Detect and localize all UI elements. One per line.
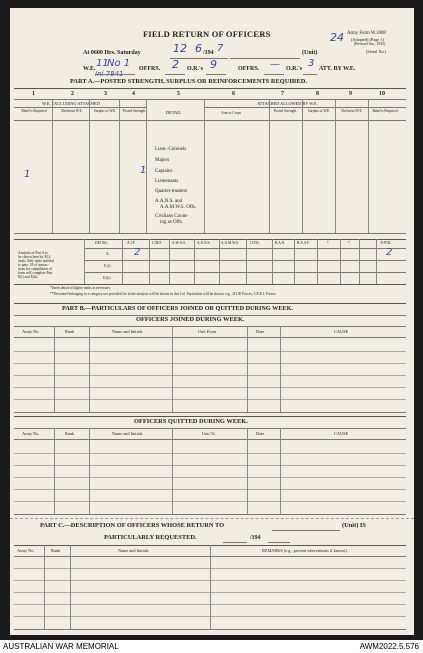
quitted-title: OFFICERS QUITTED DURING WEEK. bbox=[134, 418, 248, 425]
form-page bbox=[10, 8, 414, 635]
quitted-head-name: Name and Initials bbox=[112, 431, 143, 436]
ors2-value: 3 bbox=[308, 58, 315, 69]
ors2-label: O.R.'s bbox=[286, 66, 303, 72]
sub-head-posted: Posted Strength bbox=[122, 109, 146, 113]
ors-value: 9 bbox=[210, 58, 217, 71]
analysis-head-aamws: A.A.M.W.S. bbox=[221, 241, 239, 245]
rank-aamws: A.A.M.W.S. Offs. bbox=[160, 205, 197, 210]
att-head-surplus: Surplus to W.E. bbox=[307, 109, 331, 113]
col-num-10: 10 bbox=[379, 91, 385, 97]
joined-table bbox=[14, 326, 406, 414]
col-num-7: 7 bbox=[281, 91, 284, 97]
analysis-head-civil: CIVIL bbox=[250, 241, 260, 245]
analysis-head-total: TOTAL bbox=[380, 241, 392, 245]
col-num-5: 5 bbox=[177, 91, 180, 97]
quitted-head-army-no: Army No. bbox=[22, 431, 40, 436]
analysis-row-ei: E.(i) bbox=[104, 264, 111, 268]
date-day: 12 bbox=[173, 42, 187, 55]
quitted-head-rank: Rank bbox=[65, 431, 75, 436]
analysis-line-5: tions for compilation of bbox=[18, 267, 53, 271]
part-b-heading: PART B.—PARTICULARS OF OFFICERS JOINED OR QUITTED DURING WEEK. bbox=[62, 305, 293, 312]
col-num-6: 6 bbox=[232, 91, 235, 97]
ors-label: O.R.'s bbox=[187, 66, 204, 72]
archive-footer bbox=[0, 640, 423, 653]
analysis-row-eii: E.(ii) bbox=[103, 276, 111, 280]
joined-head-cause: CAUSE bbox=[334, 329, 349, 334]
col-num-9: 9 bbox=[349, 91, 352, 97]
analysis-line-7: E(i) and E(ii). bbox=[18, 275, 39, 279]
detail-header: DETAIL bbox=[166, 110, 182, 115]
joined-head-army-no: Army No. bbox=[22, 329, 40, 334]
rank-qm: Quarter-masters bbox=[155, 189, 188, 194]
form-ref-line3: (Revised Jan., 1945) bbox=[354, 42, 386, 46]
analysis-head-star1: * bbox=[327, 241, 329, 245]
joined-head-date: Date bbox=[256, 329, 265, 334]
joined-head-rank: Rank bbox=[65, 329, 75, 334]
form-ref-line2: (Adapted) (Page 1) bbox=[351, 37, 384, 42]
quitted-table bbox=[14, 428, 406, 516]
sub-head-reinf: Reinf'ts Required bbox=[21, 109, 47, 113]
analysis-line-1: Analysis of Part A to bbox=[18, 251, 48, 255]
hand-aif-a: 2 bbox=[134, 247, 141, 258]
analysis-head-ran: R.A.N. bbox=[275, 241, 286, 245]
col-num-3: 3 bbox=[104, 91, 107, 97]
rank-captains: Captains bbox=[155, 169, 173, 174]
part-c-head-name: Name and Initials bbox=[118, 548, 149, 553]
offrs-value: 2 bbox=[172, 58, 179, 71]
rank-majors: Majors bbox=[155, 158, 170, 163]
analysis-line-6: form will complete Part bbox=[18, 271, 53, 275]
footer-left: AUSTRALIAN WAR MEMORIAL bbox=[3, 642, 119, 651]
analysis-head-cmf: C.M.F. bbox=[152, 241, 162, 245]
offrs2-value: — bbox=[270, 59, 280, 70]
part-a-heading: PART A.—POSTED STRENGTH, SURPLUS OR REINFORCEMENTS REQUIRED. bbox=[70, 78, 307, 85]
part-c-head-rank: Rank bbox=[51, 548, 61, 553]
form-ref-line1: Army Form W.3008 bbox=[347, 31, 386, 36]
hand-col4-mark: 1 bbox=[140, 165, 147, 176]
att-head-posted: Posted Strength bbox=[273, 109, 297, 113]
rank-civilians: Civilians Count- bbox=[155, 214, 189, 219]
joined-head-name: Name and Initials bbox=[112, 329, 143, 334]
date-month: 6 bbox=[195, 42, 202, 55]
note-1: *Insert detail of higher ranks as necessary. bbox=[50, 286, 111, 290]
footer-right: AWM2022.5.576 bbox=[359, 642, 419, 651]
serial-handwritten: 24 bbox=[330, 31, 344, 44]
sub-head-surplus: Surplus to W.E. bbox=[93, 109, 117, 113]
form-title: FIELD RETURN OF OFFICERS bbox=[143, 29, 271, 39]
part-c-head-remarks: REMARKS (e.g., present whereabouts if known). bbox=[262, 548, 348, 553]
part-a-table bbox=[14, 88, 406, 293]
col-num-8: 8 bbox=[316, 91, 319, 97]
rank-aans: A.A.N.S. and bbox=[155, 199, 183, 204]
att-head-reinf: Reinf'ts Required bbox=[372, 109, 398, 113]
note-2: **Personnel belonging to a category not provided for in the analysis will be shown in this Col. Particulars will be shown, e.g., 2I UK Forces; 3 N.E.I. Forces. bbox=[50, 292, 277, 296]
quitted-head-unit-to: Unit To bbox=[202, 431, 216, 436]
year-digit: 7 bbox=[217, 43, 224, 54]
analysis-head-aif: A.I.F. bbox=[127, 241, 136, 245]
rank-civilians-2: ing as Offs. bbox=[160, 220, 184, 225]
we-number: 11 bbox=[96, 58, 109, 69]
year-label: /194 bbox=[203, 50, 214, 56]
analysis-head-awas: A.W.A.S. bbox=[172, 241, 186, 245]
col-num-4: 4 bbox=[132, 91, 135, 97]
rank-lt-col: Lieut.-Colonels bbox=[155, 147, 187, 152]
part-c-line1: PART C.—DESCRIPTION OF OFFICERS WHOSE RETURN TO bbox=[40, 522, 225, 529]
analysis-head-raaf: R.A.A.F. bbox=[297, 241, 310, 245]
att-allowed-header: ATTACHED ALLOWED BY W.E. bbox=[257, 101, 318, 106]
hrs-label: At 0600 Hrs. Saturday bbox=[83, 50, 141, 56]
unit-label: (Unit) bbox=[302, 50, 318, 56]
form-ref-line4: (Serial No.) bbox=[366, 49, 387, 54]
analysis-head-detail: DETAIL bbox=[95, 241, 108, 245]
hand-col1-mark: 1 bbox=[24, 169, 31, 180]
hand-total-a: 2 bbox=[386, 247, 393, 258]
quitted-head-date: Date bbox=[256, 431, 265, 436]
analysis-head-star2: * bbox=[348, 241, 350, 245]
part-c-head-army-no: Army No. bbox=[17, 548, 35, 553]
analysis-head-aans: A.A.N.S. bbox=[197, 241, 211, 245]
rank-lieutenants: Lieutenants bbox=[155, 179, 179, 184]
part-c-year: /194 bbox=[250, 535, 261, 541]
joined-title: OFFICERS JOINED DURING WEEK. bbox=[136, 316, 245, 323]
part-c-line2: PARTICULARLY REQUESTED. bbox=[104, 534, 197, 541]
part-c-unit-is: (Unit) IS bbox=[342, 522, 366, 529]
we-label: W.E. bbox=[83, 66, 96, 72]
analysis-line-2: be shown here by ALL bbox=[18, 255, 51, 259]
att-label: ATT. BY W.E. bbox=[319, 66, 356, 72]
col-num-1: 1 bbox=[32, 91, 35, 97]
col-num-2: 2 bbox=[71, 91, 74, 97]
we-excl-header: W.E. EXCLUDING ATTACHED bbox=[42, 101, 100, 106]
offrs2-label: OFFRS. bbox=[238, 66, 260, 72]
att-head-deficient: Deficient W.E. bbox=[341, 109, 363, 113]
part-c-table bbox=[14, 545, 406, 633]
we-extra: Ini 7841 bbox=[95, 70, 124, 78]
arm-corps-head: Arm or Corps bbox=[221, 111, 241, 115]
analysis-row-a: A. bbox=[106, 252, 110, 256]
analysis-line-3: units. Only units notified bbox=[18, 259, 54, 263]
offrs-label: OFFRS. bbox=[139, 66, 161, 72]
sub-head-deficient: Deficient W.E. bbox=[61, 109, 83, 113]
analysis-line-4: to para. 18 of instruc- bbox=[18, 263, 50, 267]
we-sub: No 1 bbox=[107, 58, 131, 69]
quitted-head-cause: CAUSE bbox=[334, 431, 349, 436]
joined-head-unit-from: Unit From bbox=[198, 329, 217, 334]
